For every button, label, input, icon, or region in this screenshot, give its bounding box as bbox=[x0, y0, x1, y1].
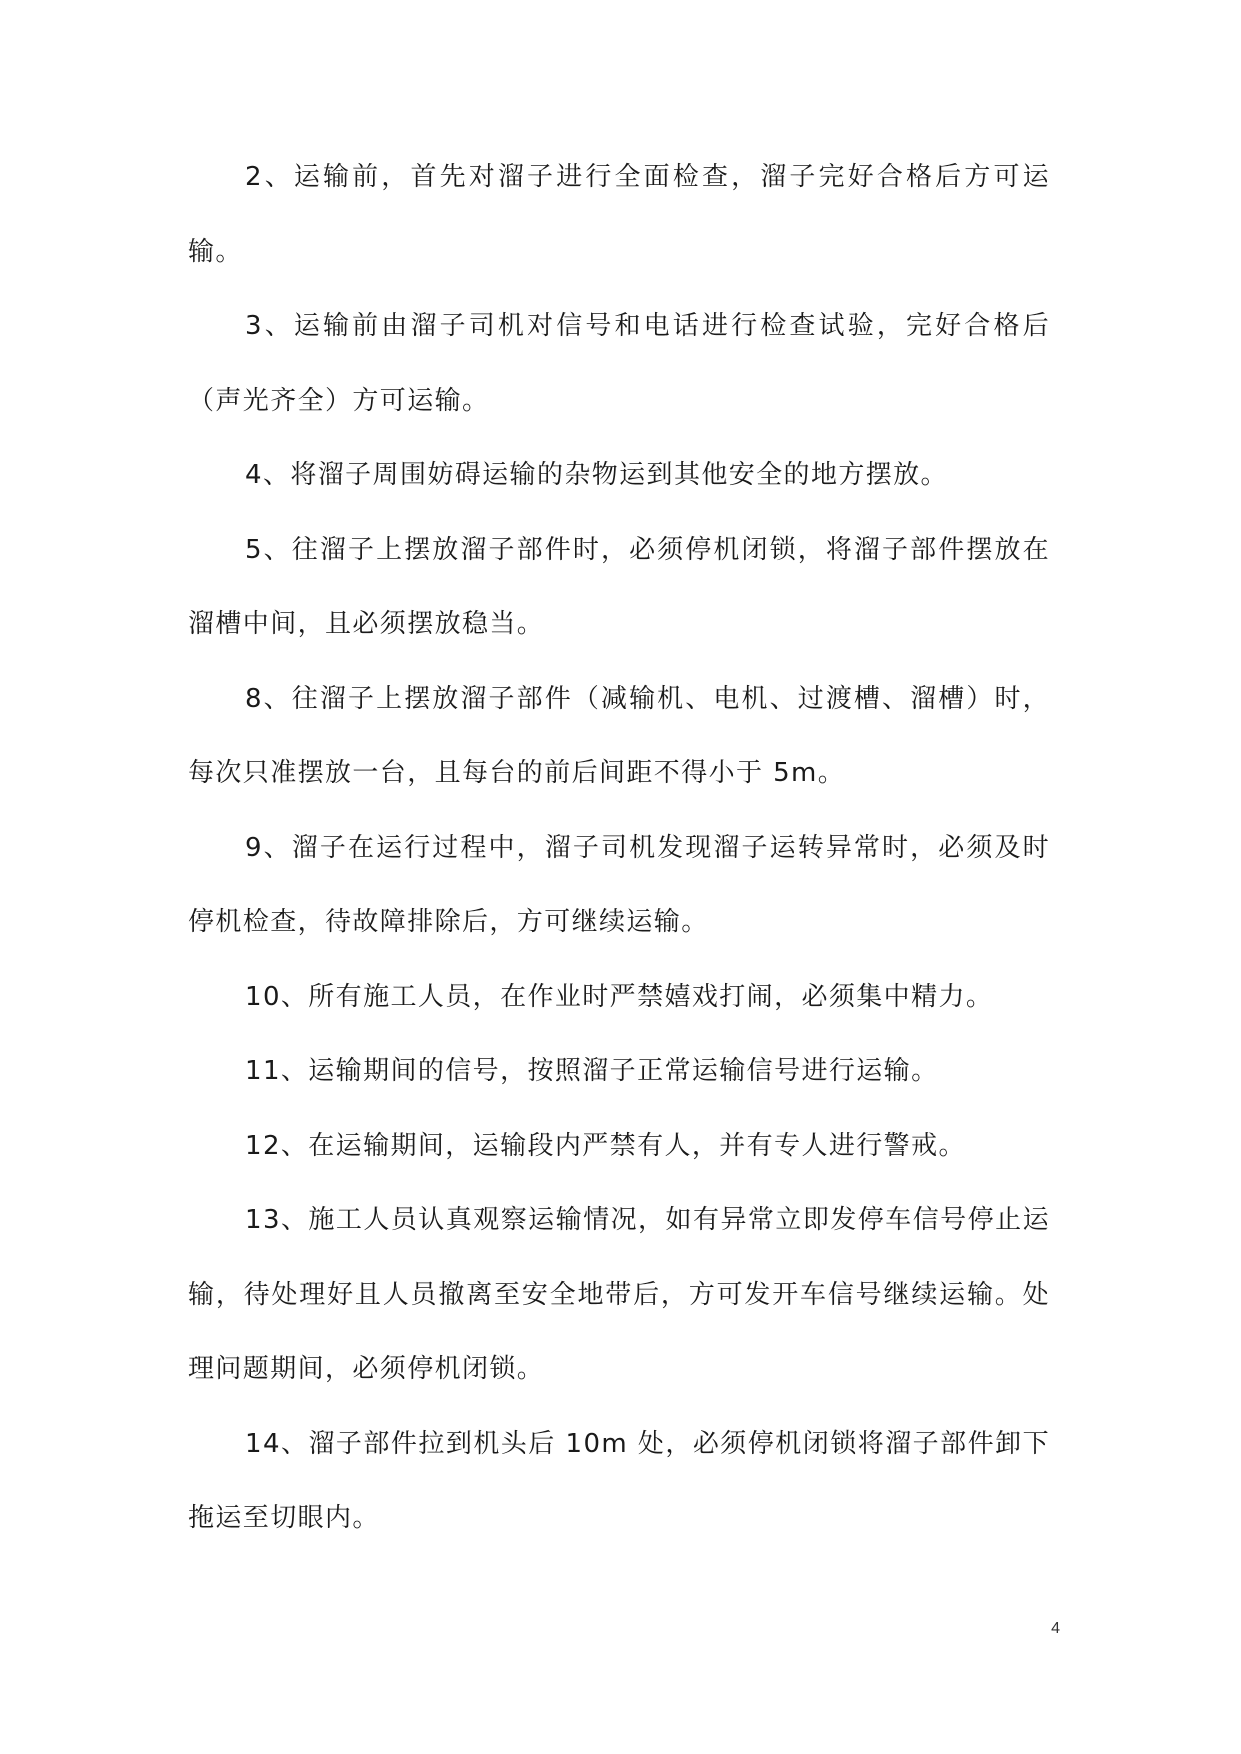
paragraph-item-12: 12、在运输期间，运输段内严禁有人，并有专人进行警戒。 bbox=[245, 1130, 966, 1161]
paragraph-item-8: 8、往溜子上摆放溜子部件（减输机、电机、过渡槽、溜槽）时，每次只准摆放一台，且每台的前后间距不得小于 5m。 bbox=[188, 683, 1050, 788]
paragraph-item-4: 4、将溜子周围妨碍运输的杂物运到其他安全的地方摆放。 bbox=[245, 460, 948, 490]
paragraph-item-5: 5、往溜子上摆放溜子部件时，必须停机闭锁，将溜子部件摆放在溜槽中间，且必须摆放稳当。 bbox=[188, 534, 1050, 639]
paragraph-item-10: 10、所有施工人员，在作业时严禁嬉戏打闹，必须集中精力。 bbox=[245, 981, 994, 1012]
page-number: 4 bbox=[1051, 1620, 1060, 1637]
paragraph-item-2: 2、运输前，首先对溜子进行全面检查，溜子完好合格后方可运输。 bbox=[188, 162, 1050, 267]
document-body bbox=[188, 140, 1050, 1556]
paragraph-item-14: 14、溜子部件拉到机头后 10m 处，必须停机闭锁将溜子部件卸下拖运至切眼内。 bbox=[188, 1428, 1050, 1533]
paragraph-item-9: 9、溜子在运行过程中，溜子司机发现溜子运转异常时，必须及时停机检查，待故障排除后，方可继续运输。 bbox=[188, 832, 1050, 937]
paragraph-item-13: 13、施工人员认真观察运输情况，如有异常立即发停车信号停止运输，待处理好且人员撤离至安全地带后，方可发开车信号继续运输。处理问题期间，必须停机闭锁。 bbox=[188, 1205, 1050, 1384]
paragraph-item-11: 11、运输期间的信号，按照溜子正常运输信号进行运输。 bbox=[245, 1056, 939, 1086]
paragraph-item-3: 3、运输前由溜子司机对信号和电话进行检查试验，完好合格后（声光齐全）方可运输。 bbox=[188, 311, 1050, 416]
